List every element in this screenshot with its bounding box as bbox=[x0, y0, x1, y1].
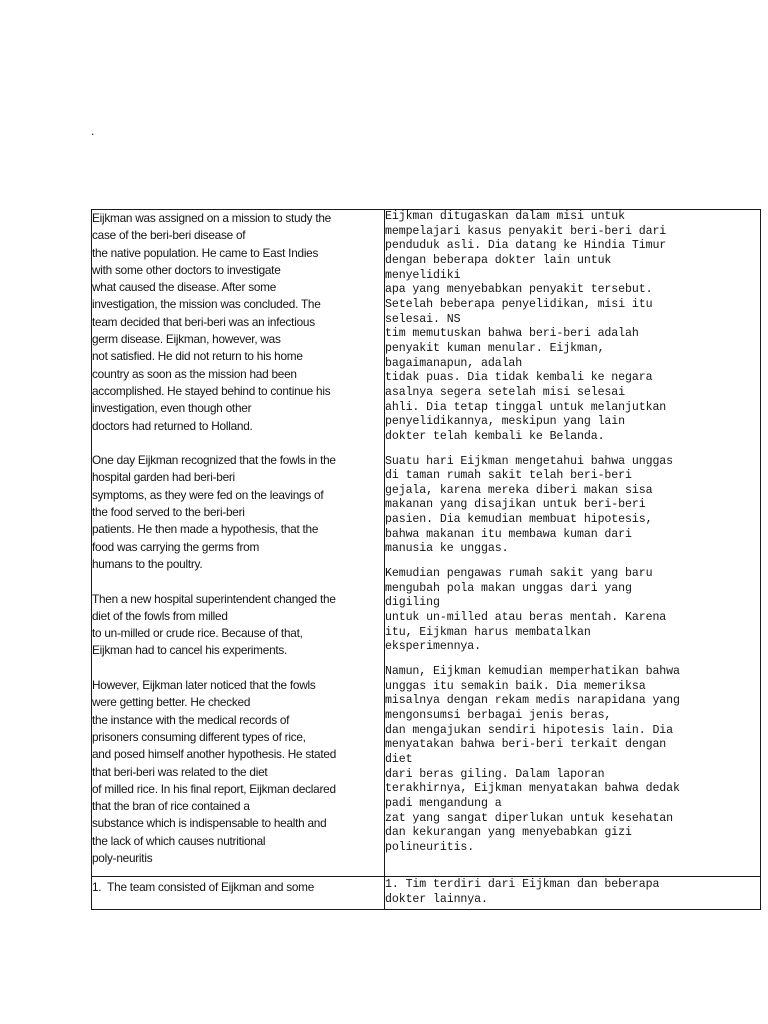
english-paragraph: Eijkman was assigned on a mission to study the case of the beri-beri disease of the native population. He came to East Indies with some other doctors to investigate what caused the disease. After some investigation, the mission was concluded. The team decided that beri-beri was an infectious germ disease. Eijkman, however, was not satisfied. He did not return to his home country as soon as the mission had been accomplished. He stayed behind to continue his investigation, even though other doctors had returned to Holland. bbox=[92, 211, 331, 433]
table-row bbox=[92, 210, 761, 877]
indonesian-paragraph: Namun, Eijkman kemudian memperhatikan bahwa unggas itu semakin baik. Dia memeriksa misalnya dengan rekam medis narapidana yang mengonsumsi berbagai jenis beras, dan mengajukan sendiri hipotesis lain. Dia menyatakan bahwa beri-beri terkait dengan diet dari beras giling. Dalam laporan terakhirnya, Eijkman menyatakan bahwa dedak padi mengandung a zat yang sangat diperlukan untuk kesehatan dan kekurangan yang menyebabkan gizi polineuritis. bbox=[385, 665, 680, 854]
indonesian-paragraph: Suatu hari Eijkman mengetahui bahwa unggas di taman rumah sakit telah beri-beri gejala, karena mereka diberi makan sisa makanan yang disajikan untuk beri-beri pasien. Dia kemudian membuat hipotesis, bahwa makanan itu membawa kuman dari manusia ke unggas. bbox=[385, 454, 674, 556]
indonesian-paragraph: Kemudian pengawas rumah sakit yang baru mengubah pola makan unggas dari yang digiling untuk un-milled atau beras mentah. Karena itu, Eijkman harus membatalkan eksperimennya. bbox=[385, 567, 667, 654]
english-paragraph: 1. The team consisted of Eijkman and some bbox=[92, 880, 315, 895]
table-row bbox=[92, 877, 761, 909]
translation-table bbox=[91, 209, 761, 910]
english-paragraph: Then a new hospital superintendent changed the diet of the fowls from milled to un-milled or crude rice. Because of that, Eijkman had to cancel his experiments. bbox=[92, 591, 336, 658]
indonesian-paragraph: Eijkman ditugaskan dalam misi untuk mempelajari kasus penyakit beri-beri dari penduduk asli. Dia datang ke Hindia Timur dengan beberapa dokter lain untuk menyelidiki apa yang menyebabkan penyakit tersebut. Setelah beberapa penyelidikan, misi itu selesai. NS tim memutuskan bahwa beri-beri adalah penyakit kuman menular. Eijkman, bagaimanapun, adalah tidak puas. Dia tidak kembali ke negara asalnya segera setelah misi selesai ahli. Dia tetap tinggal untuk melanjutkan penyelidikannya, meskipun yang lain dokter telah kembali ke Belanda. bbox=[385, 210, 667, 443]
stray-mark: . bbox=[91, 124, 95, 138]
english-cell bbox=[92, 210, 385, 877]
indonesian-paragraph: 1. Tim terdiri dari Eijkman dan beberapa dokter lainnya. bbox=[385, 878, 660, 906]
english-cell bbox=[92, 877, 385, 909]
english-paragraph: One day Eijkman recognized that the fowls in the hospital garden had beri-beri symptoms, as they were fed on the leavings of the food served to the beri-beri patients. He then made a hypothesis, that the food was carrying the germs from humans to the poultry. bbox=[92, 453, 336, 571]
english-paragraph: However, Eijkman later noticed that the fowls were getting better. He checked the instance with the medical records of prisoners consuming different types of rice, and posed himself another hypothesis. He stated that beri-beri was related to the diet of milled rice. In his final report, Eijkman declared that the bran of rice contained a substance which is indispensable to health and the lack of which causes nutritional poly-neuritis bbox=[92, 678, 337, 865]
indonesian-cell bbox=[385, 210, 761, 877]
indonesian-cell bbox=[385, 877, 761, 909]
